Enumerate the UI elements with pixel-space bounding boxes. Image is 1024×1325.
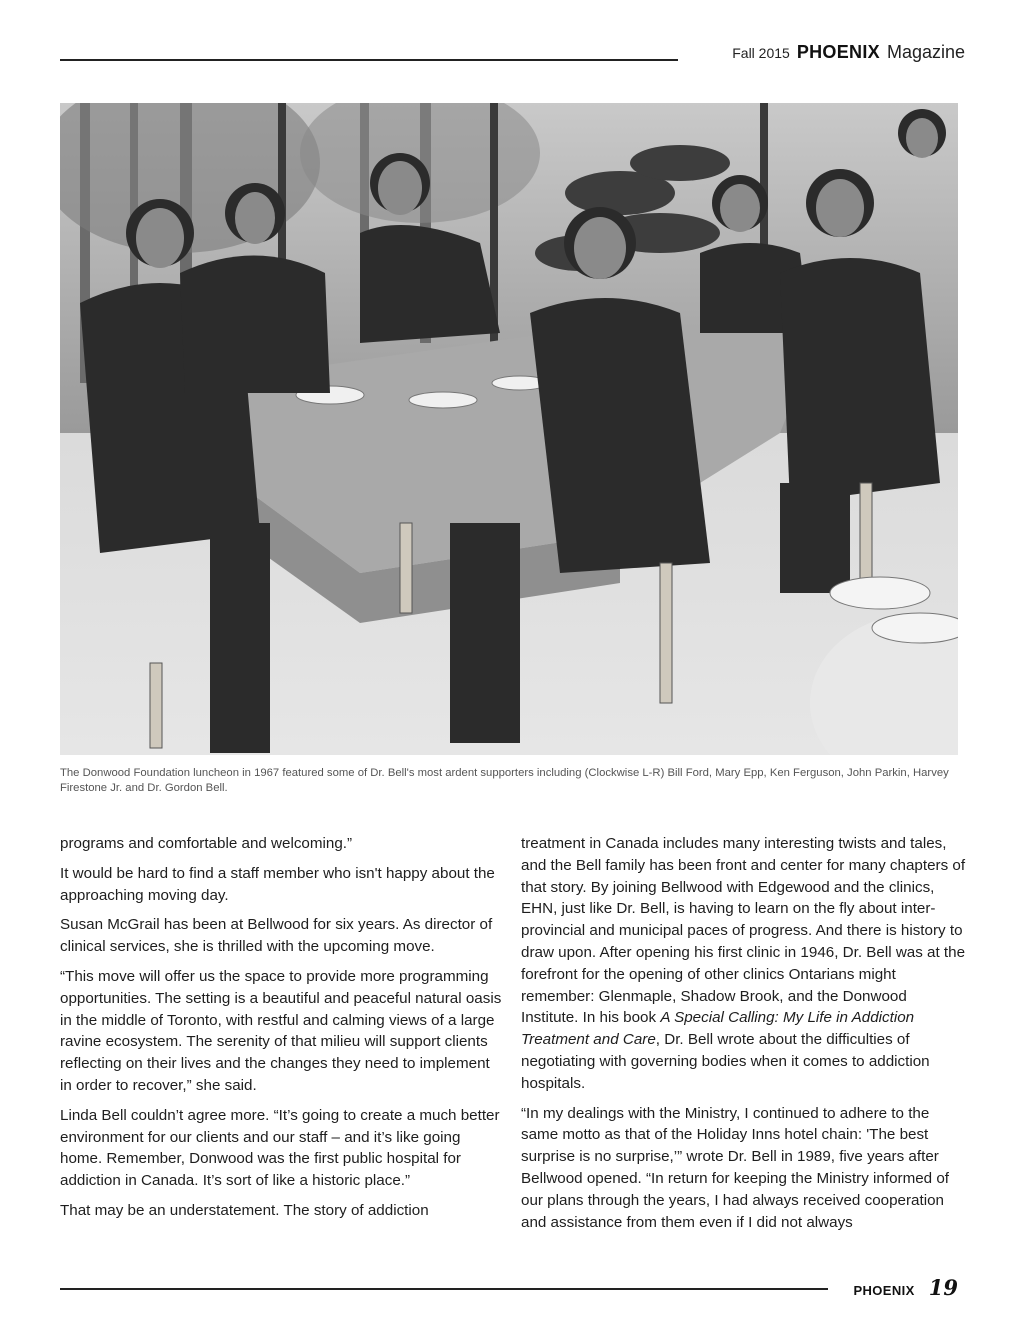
photo-caption: The Donwood Foundation luncheon in 1967 featured some of Dr. Bell's most ardent supporters including (Clockwise L-R) Bill Ford, Mary Epp, Ken Ferguson, John Parkin, Harvey Firestone Jr. and Dr. Gordon Bell. (60, 767, 949, 794)
header-brand: PHOENIX (796, 42, 880, 62)
paragraph-text: treatment in Canada includes many interesting twists and tales, and the Bell family has been front and center for many chapters of that story. By joining Bellwood with Edgewood and the clinics, EHN, just like Dr. Bell, is having to learn on the fly about inter-provincial and municipal paces of progress. And there is history to draw upon. After opening his first clinic in 1946, Dr. Bell was at the forefront for the opening of other clinics Ontarians might remember: Glenmaple, Shadow Brook, and the Donwood Institute. In his book (521, 835, 966, 1027)
page-number: 19 (928, 1275, 958, 1300)
paragraph: Linda Bell couldn’t agree more. “It’s going to create a much better environment for our clients and our staff – and it’s like going home. Remember, Donwood was the first public hospital for addiction in Canada. It’s sort of like a historic place.” (60, 1106, 500, 1190)
book-title: A Special Calling: My Life in Addiction Treatment and Care (521, 1009, 915, 1049)
issue-date: Fall 2015 (732, 45, 790, 61)
article-column-left (60, 833, 502, 1230)
paragraph: programs and comfortable and welcoming.” (60, 835, 353, 852)
footer-rule (60, 1288, 828, 1290)
luncheon-photo (60, 103, 958, 755)
article-column-right (521, 833, 967, 1241)
paragraph: It would be hard to find a staff member who isn't happy about the approaching moving day. (60, 864, 495, 904)
paragraph (521, 833, 967, 1095)
paragraph: Susan McGrail has been at Bellwood for six years. As director of clinical services, she is thrilled with the upcoming move. (60, 916, 493, 956)
paragraph: “This move will offer us the space to provide more programming opportunities. The setting is a beautiful and peaceful natural oasis in the middle of Toronto, with restful and calming views of a large ravine ecosystem. The serenity of that milieu will support clients reflecting on their lives and the changes they need to implement in order to recover,” she said. (60, 967, 502, 1094)
paragraph-text: , Dr. Bell wrote about the difficulties of negotiating with governing bodies when it comes to addiction hospitals. (521, 1031, 930, 1092)
paragraph: “In my dealings with the Ministry, I continued to adhere to the same motto as that of the Holiday Inns hotel chain: 'The best surprise is no surprise,’” wrote Dr. Bell in 1989, five years after Bellwood opened. “In return for keeping the Ministry informed of our plans through the years, I had always received cooperation and assistance from them even if I did not always (521, 1104, 950, 1231)
footer-brand: PHOENIX (853, 1283, 915, 1298)
paragraph: That may be an understatement. The story of addiction (60, 1201, 429, 1219)
header-magazine-label: Magazine (886, 42, 965, 62)
page-header (732, 42, 965, 63)
header-rule (60, 59, 678, 61)
page-footer (853, 1275, 958, 1300)
